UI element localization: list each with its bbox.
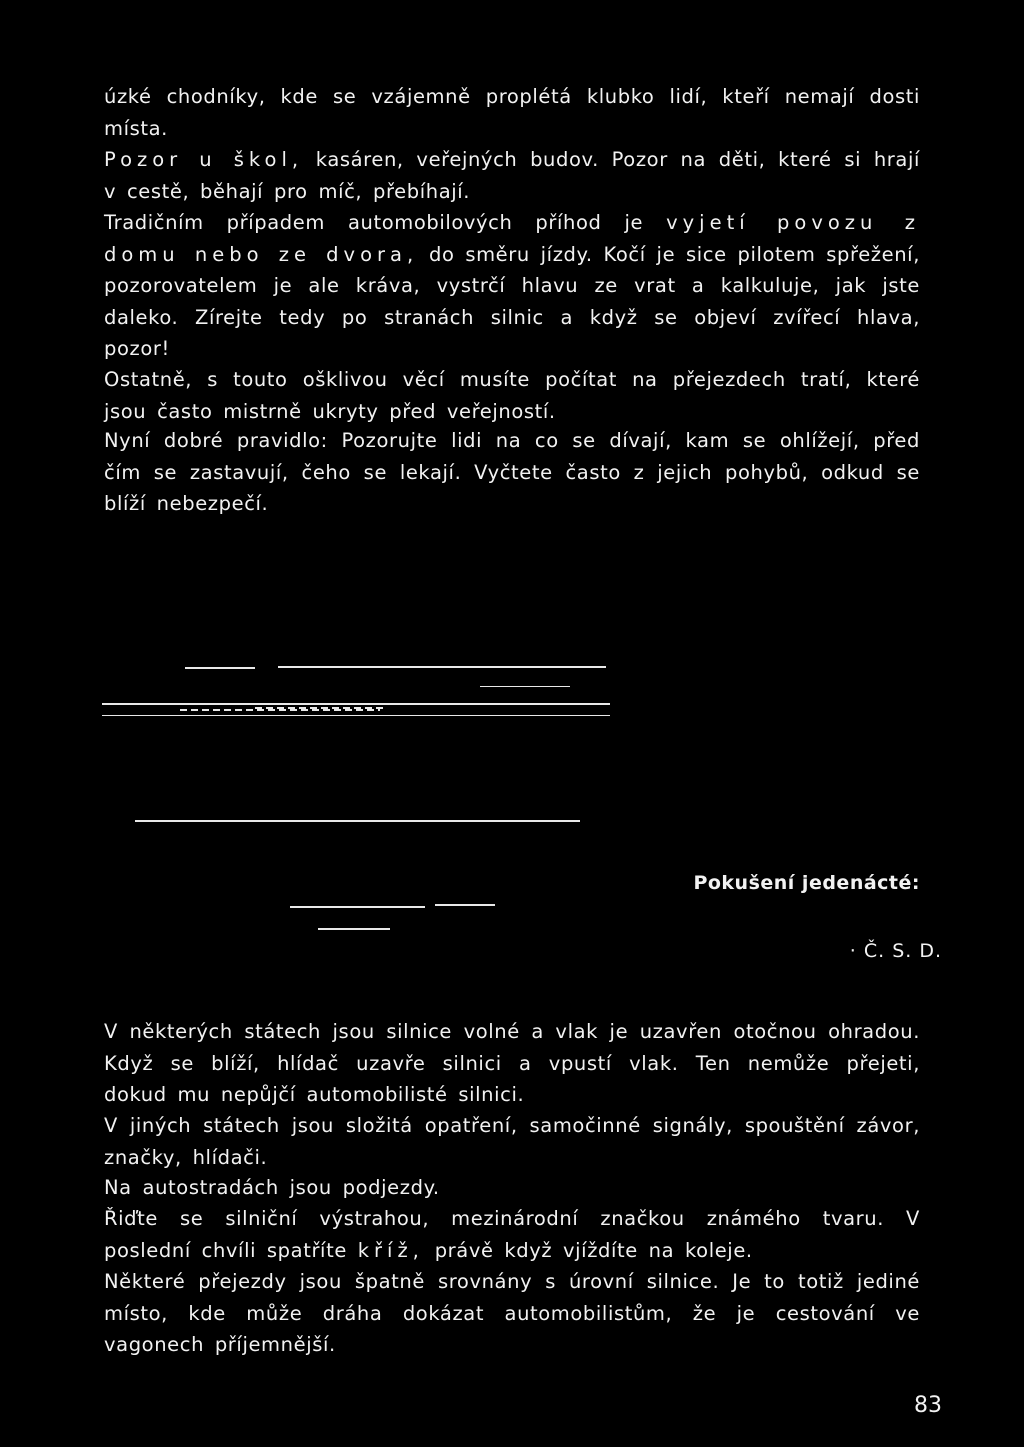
paragraph-rotary-fence: V některých státech jsou silnice volné a vlak je uzavřen otočnou ohradou. Když se blíží, hlídač uzavře silnici a vpustí vlak. Ten nemůže přejeti, dokud mu nepůjčí automobilisté silnici. — [104, 1020, 920, 1106]
paragraph-vehicle-exit-rest: do směru jízdy. Kočí je sice pilotem spřežení, pozorovatelem je ale kráva, vystrčí hlavu ze vrat a kalkuluje, jak jste daleko. Zírejte tedy po stranách silnic a když se objeví zvířecí hlava, pozor! — [104, 242, 920, 360]
emphasis-pozor-u-skol: Pozor u škol, — [104, 148, 304, 171]
road-line-8 — [318, 928, 390, 930]
road-line-4 — [102, 703, 610, 705]
road-dash-2 — [255, 707, 385, 709]
paragraph-warning-sign — [104, 1203, 920, 1266]
paragraph-vehicle-exit-start: Tradičním případem automobilových příhod je — [104, 211, 667, 234]
road-line-2 — [278, 666, 606, 668]
paragraph-railway-crossings: Ostatně, s touto ošklivou věcí musíte počítat na přejezdech tratí, které jsou často mistrně ukryty před veřejností. — [104, 368, 920, 423]
paragraph-underpasses: Na autostradách jsou podjezdy. — [104, 1176, 440, 1199]
paragraph-schools-rest: kasáren, veřejných budov. Pozor na děti, které si hrají v cestě, běhají pro míč, přebíhají. — [104, 148, 920, 203]
divider-line — [135, 820, 580, 822]
paragraph-warning-sign-rest: právě když vjíždíte na koleje. — [423, 1238, 753, 1262]
road-line-6 — [290, 906, 425, 908]
paragraph-schools — [104, 144, 920, 207]
emphasis-kriz: kříž, — [357, 1238, 424, 1262]
paragraph-vehicle-exit — [104, 207, 920, 365]
road-line-3 — [480, 686, 570, 687]
paragraph-warning-sign-start: Řiďte se silniční výstrahou, mezinárodní značkou známého tvaru. V poslední chvíli spatříte — [104, 1207, 920, 1262]
road-line-7 — [435, 904, 495, 906]
road-line-5 — [102, 715, 610, 716]
section-heading: Pokušení jedenácté: — [693, 872, 920, 894]
emphasis-vyjeti-povozu: vyjetí povozu z domu nebo ze dvora, — [104, 211, 920, 266]
paragraph-other-states: V jiných státech jsou složitá opatření, samočinné signály, spouštění závor, značky, hlídači. — [104, 1114, 920, 1169]
road-line-1 — [185, 667, 255, 669]
road-dash-1 — [180, 709, 380, 711]
paragraph-narrow-sidewalks: úzké chodníky, kde se vzájemně proplétá klubko lidí, kteří nemají dosti místa. — [104, 85, 920, 140]
signature-csd: · Č. S. D. — [849, 940, 942, 962]
paragraph-good-rule: Nyní dobré pravidlo: Pozorujte lidi na co se dívají, kam se ohlížejí, před čím se zastavují, čeho se lekají. Vyčtete často z jejich pohybů, odkud se blíží nebezpečí. — [104, 429, 920, 515]
page-number: 83 — [914, 1393, 942, 1418]
paragraph-uneven-crossings: Některé přejezdy jsou špatně srovnány s úrovní silnice. Je to totiž jediné místo, kde může dráha dokázat automobilistům, že je cestování ve vagonech příjemnější. — [104, 1270, 920, 1356]
